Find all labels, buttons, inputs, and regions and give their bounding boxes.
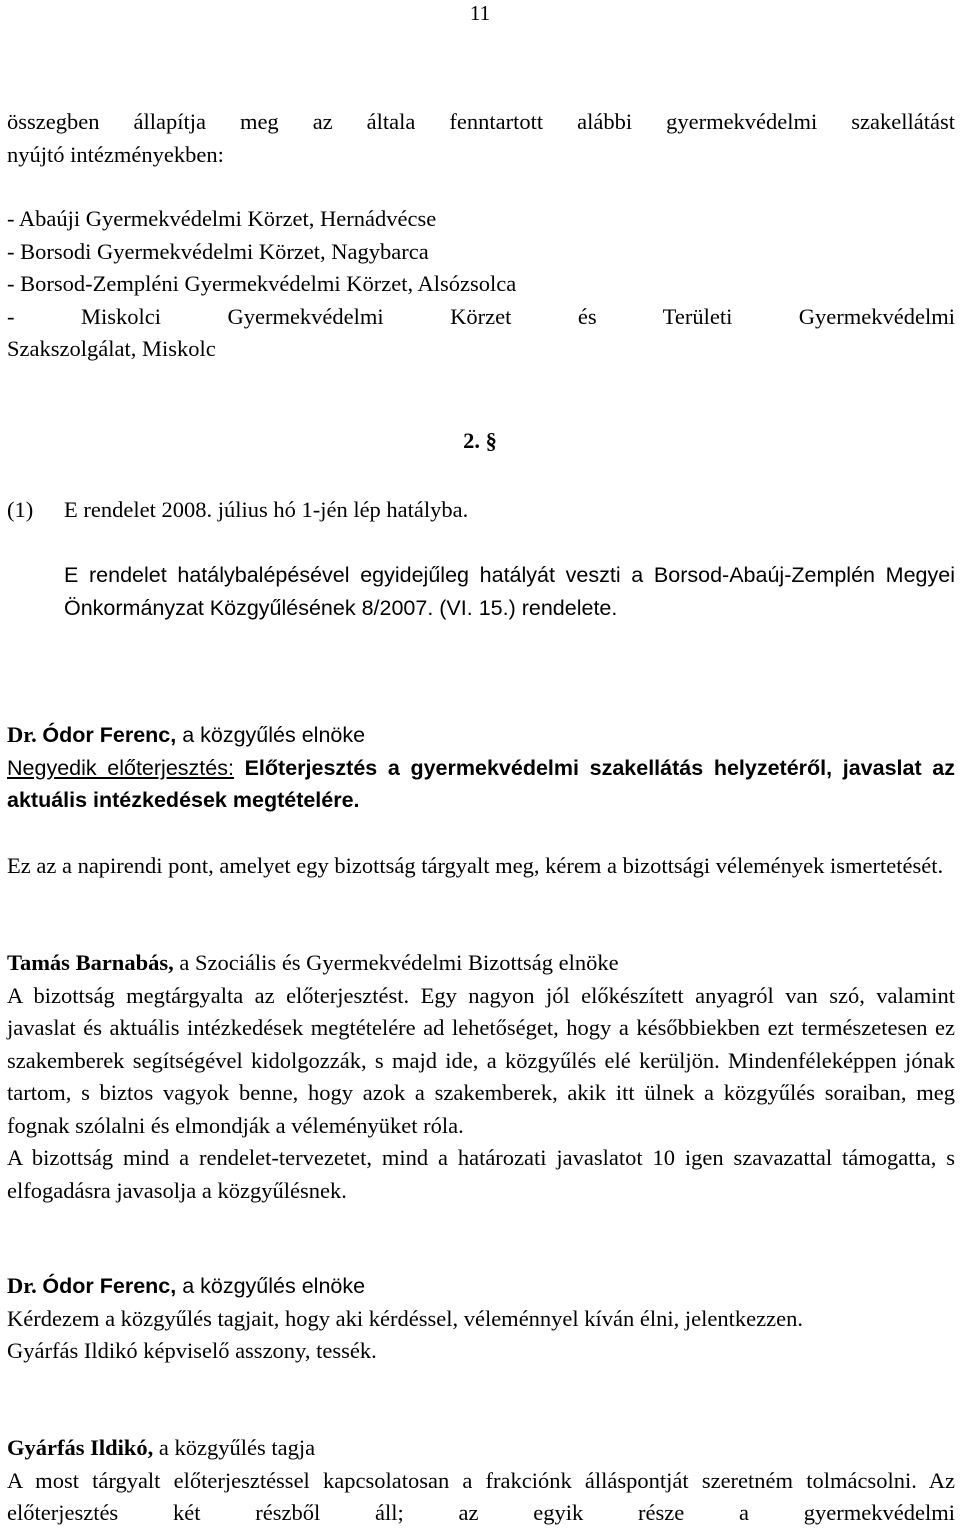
speech-3 — [7, 1270, 955, 1368]
intro-line-1: összegben állapítja meg az általa fenntartott alábbi gyermekvédelmi szakellátást — [7, 109, 955, 134]
speech-text: Gyárfás Ildikó képviselő asszony, tessék. — [7, 1338, 377, 1363]
speaker-name: Gyárfás Ildikó, — [7, 1435, 154, 1460]
paragraph-2 — [7, 559, 955, 624]
speech-2 — [7, 947, 955, 1207]
paragraph-1 — [7, 494, 955, 527]
paragraph-number — [7, 559, 64, 592]
speech-text: Ez az a napirendi pont, amelyet egy bizottság tárgyalt meg, kérem a bizottsági vélemények ismertetését. — [7, 853, 944, 878]
list-item: - Abaúji Gyermekvédelmi Körzet, Hernádvécse — [7, 206, 437, 231]
speech-1 — [7, 719, 955, 817]
speaker-name: Dr. — [7, 1273, 37, 1298]
speech-text: A most tárgyalt előterjesztéssel kapcsolatosan a frakciónk álláspontját szeretném tolmácsolni. Az előterjesztés két részből áll; az egyik része a gyermekvédelmi — [7, 1467, 955, 1525]
speaker-name: Tamás Barnabás, — [7, 950, 174, 975]
speaker-role: a közgyűlés elnöke — [176, 723, 366, 747]
institution-list — [7, 203, 955, 366]
speaker-name: Ódor Ferenc, — [42, 723, 177, 747]
speech-text: Kérdezem a közgyűlés tagjait, hogy aki kérdéssel, véleménnyel kíván élni, jelentkezzen. — [7, 1305, 803, 1331]
agenda-title: Előterjesztés a gyermekvédelmi szakellátás helyzetéről, javaslat az aktuális intézkedések megtételére. — [7, 755, 955, 812]
speech-4 — [7, 1432, 955, 1530]
intro-line-2: nyújtó intézményekben: — [7, 141, 224, 167]
agenda-label: Negyedik előterjesztés: — [7, 755, 234, 780]
speaker-name: Ódor Ferenc, — [42, 1274, 177, 1298]
speaker-name: Dr. — [7, 722, 37, 747]
list-item: - Borsod-Zempléni Gyermekvédelmi Körzet, Alsózsolca — [7, 271, 517, 296]
speech-1-text — [7, 850, 955, 883]
speaker-role: a közgyűlés elnöke — [176, 1274, 366, 1298]
paragraph-text: E rendelet hatálybalépésével egyidejűleg hatályát veszti a Borsod-Abaúj-Zemplén Megyei Önkormányzat Közgyűlésének 8/2007. (VI. 15.) rendelete. — [64, 563, 955, 620]
paragraph-number: (1) — [7, 497, 34, 522]
section-heading: 2. § — [463, 428, 497, 453]
page-number: 11 — [469, 1, 491, 25]
list-item: - Miskolci Gyermekvédelmi Körzet és Területi Gyermekvédelmi — [7, 303, 955, 329]
list-item: Szakszolgálat, Miskolc — [7, 336, 216, 361]
intro-paragraph — [7, 106, 955, 171]
speaker-role: a közgyűlés tagja — [153, 1435, 316, 1460]
speaker-role: a Szociális és Gyermekvédelmi Bizottság elnöke — [173, 950, 619, 975]
list-item: - Borsodi Gyermekvédelmi Körzet, Nagybarca — [7, 238, 429, 264]
paragraph-text: E rendelet 2008. július hó 1-jén lép hatályba. — [64, 497, 469, 522]
speech-text: A bizottság megtárgyalta az előterjesztést. Egy nagyon jól előkészített anyagról van szó, valamint javaslat és aktuális intézkedések megtételére ad lehetőséget, hogy a későbbiekben ezt természetesen ez szakemberek segítségével kidolgozzák, s majd ide, a közgyűlés elé kerüljön. Mindenféleképpen jónak tartom, s biztos vagyok benne, hogy azok a szakemberek, akik itt ülnek a közgyűlés soraiban, meg fognak szólalni és elmondják a véleményüket róla. — [7, 982, 955, 1138]
speech-text: A bizottság mind a rendelet-tervezetet, mind a határozati javaslatot 10 igen szavazattal támogatta, s elfogadásra javasolja a közgyűlésnek. — [7, 1145, 955, 1203]
